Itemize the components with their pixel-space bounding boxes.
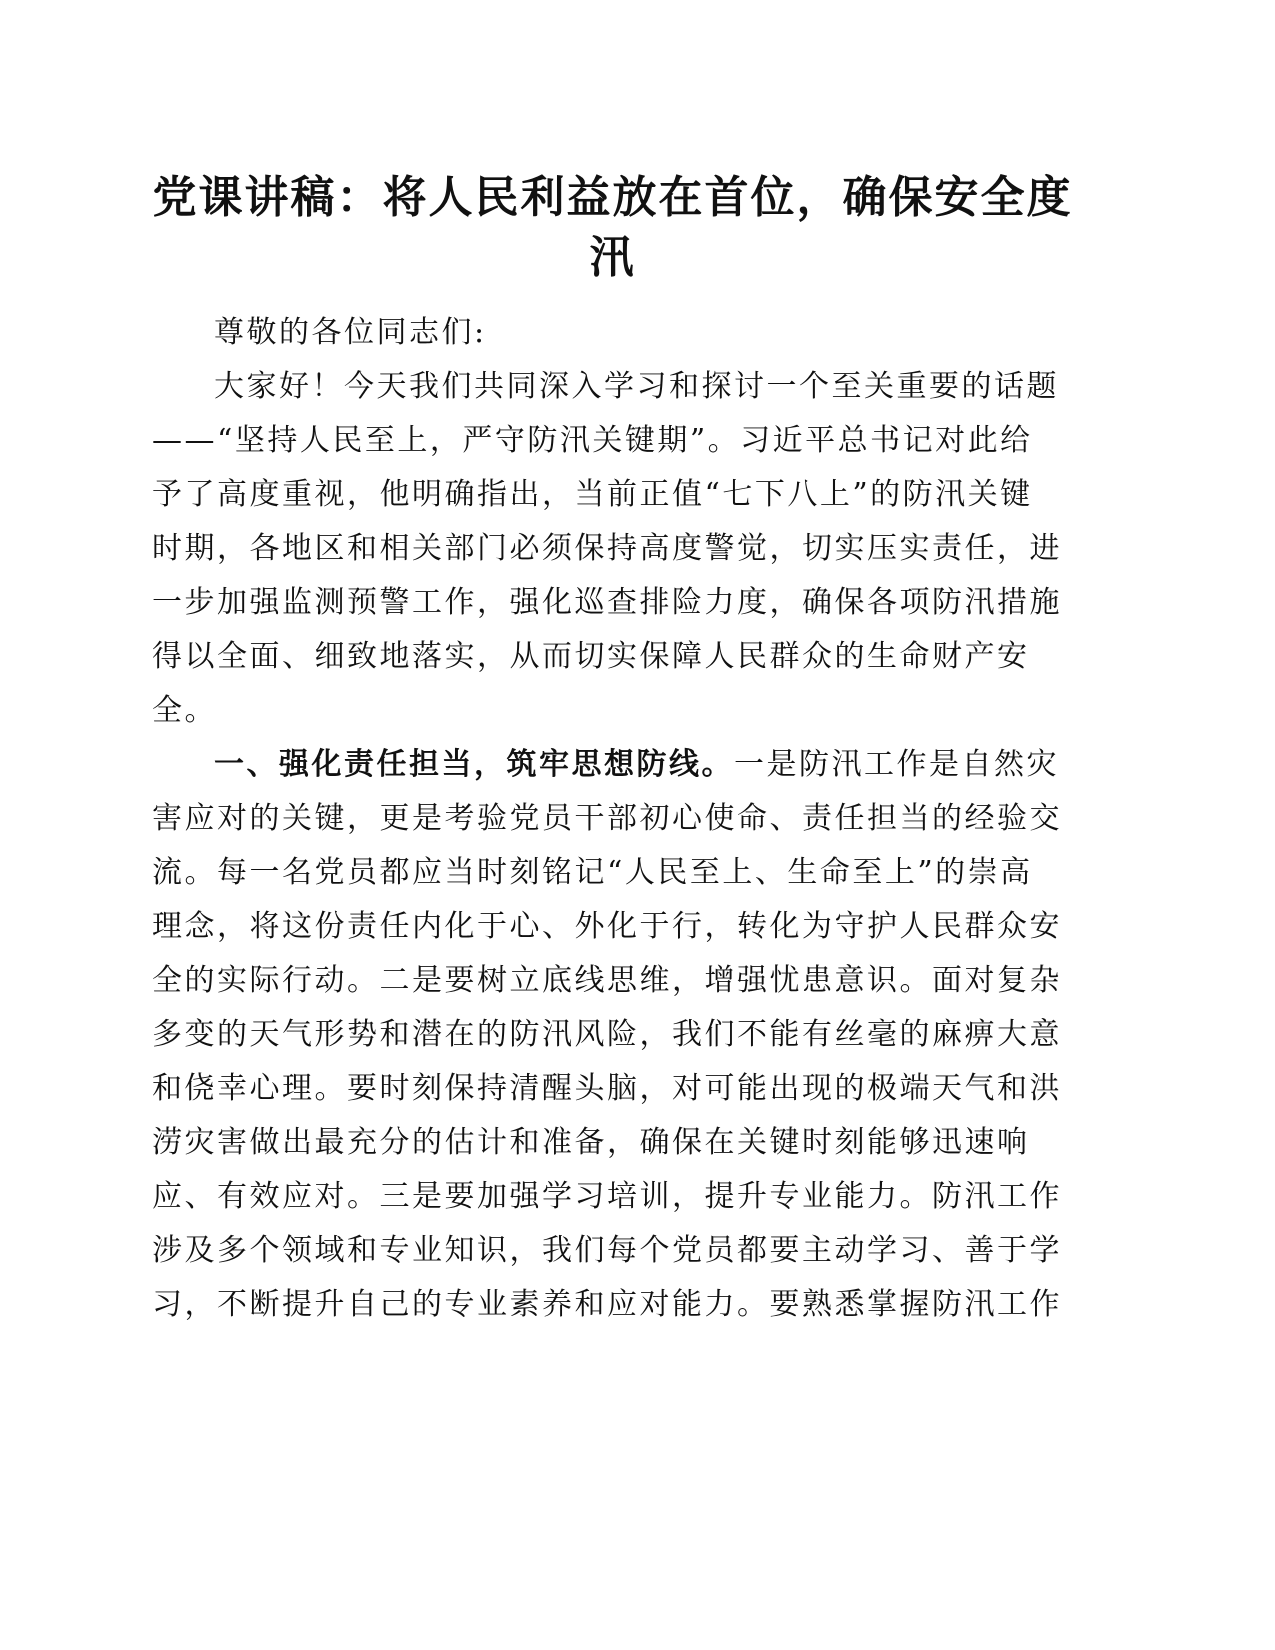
paragraph-1-line: 予了高度重视，他明确指出，当前正值“七下八上”的防汛关键 (152, 477, 1033, 512)
section-1-line: 和侥幸心理。要时刻保持清醒头脑，对可能出现的极端天气和洪 (152, 1071, 1062, 1106)
section-1-first-line (214, 745, 1059, 785)
section-1-line: 涉及多个领域和专业知识，我们每个党员都要主动学习、善于学 (152, 1233, 1062, 1268)
paragraph-1-line: 全。 (152, 693, 217, 728)
paragraph-1-line: ——“坚持人民至上，严守防汛关键期”。习近平总书记对此给 (152, 423, 1033, 458)
paragraph-1-line: 时期，各地区和相关部门必须保持高度警觉，切实压实责任，进 (152, 531, 1062, 566)
section-1-line: 应、有效应对。三是要加强学习培训，提升专业能力。防汛工作 (152, 1179, 1062, 1214)
section-1-line: 多变的天气形势和潜在的防汛风险，我们不能有丝毫的麻痹大意 (152, 1017, 1062, 1052)
section-1-line: 害应对的关键，更是考验党员干部初心使命、责任担当的经验交 (152, 801, 1062, 836)
section-1-line: 理念，将这份责任内化于心、外化于行，转化为守护人民群众安 (152, 909, 1062, 944)
paragraph-1-line: 大家好！今天我们共同深入学习和探讨一个至关重要的话题 (214, 369, 1059, 404)
section-1-line: 习，不断提升自己的专业素养和应对能力。要熟悉掌握防汛工作 (152, 1287, 1062, 1322)
section-1-heading: 一、强化责任担当，筑牢思想防线。 (214, 747, 734, 782)
section-1-first-line-text: 一是防汛工作是自然灾 (734, 747, 1059, 782)
section-1-line: 涝灾害做出最充分的估计和准备，确保在关键时刻能够迅速响 (152, 1125, 1030, 1160)
document-title: 党课讲稿：将人民利益放在首位，确保安全度汛 (152, 172, 1073, 283)
greeting: 尊敬的各位同志们: (214, 315, 487, 350)
paragraph-1-line: 得以全面、细致地落实，从而切实保障人民群众的生命财产安 (152, 639, 1030, 674)
section-1-line: 全的实际行动。二是要树立底线思维，增强忧患意识。面对复杂 (152, 963, 1062, 998)
section-1-line: 流。每一名党员都应当时刻铭记“人民至上、生命至上”的崇高 (152, 855, 1033, 890)
paragraph-1-line: 一步加强监测预警工作，强化巡查排险力度，确保各项防汛措施 (152, 585, 1062, 620)
